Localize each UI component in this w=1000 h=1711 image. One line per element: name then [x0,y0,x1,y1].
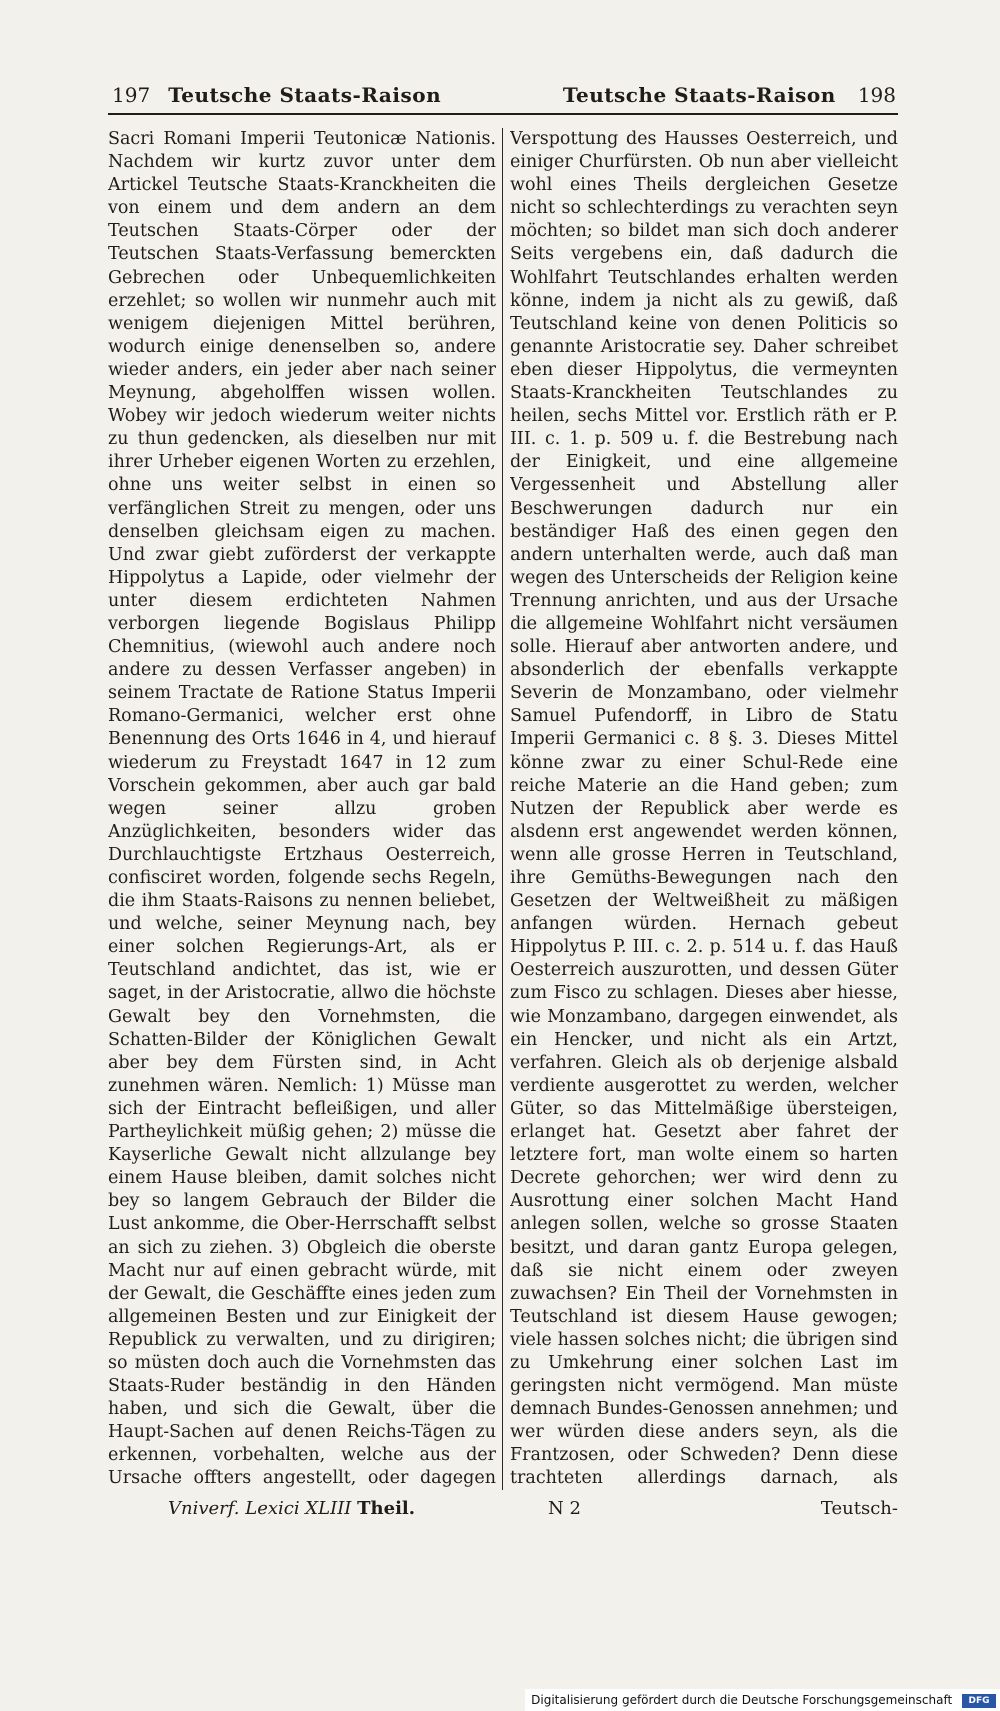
left-running-header [112,78,441,112]
signature-text: Vniverf. Lexici XLIII [168,1498,352,1519]
left-page-number: 197 [112,83,151,107]
book-spread [108,78,898,1598]
left-column-text: Sacri Romani Imperii Teutonicæ Nationis. Nachdem wir kurtz zuvor unter dem Artickel Teutsche Staats-Kranckheiten die von einem und dem andern an dem Teutschen Staats-Cörper oder der Teutschen Staats-Verfassung bemerckten Gebrechen oder Unbequemlichkeiten erzehlet; so wollen wir nunmehr auch mit wenigem diejenigen Mittel berühren, wodurch einige denenselben so, andere wieder anders, ein jeder aber nach seiner Meynung, abgeholffen wissen wollen. Wobey wir jedoch wiederum weiter nichts zu thun gedencken, als dieselben nur mit ihrer Urheber eigenen Worten zu erzehlen, ohne uns weiter selbst in einen so verfänglichen Streit zu mengen, oder uns denselben gleichsam eigen zu machen. Und zwar giebt zuförderst der verkappte Hippolytus a Lapide, oder vielmehr der unter diesem erdichteten Nahmen verborgen liegende Bogislaus Philipp Chemnitius, (wiewohl auch andere noch andere zu dessen Verfasser angeben) in seinem Tractate de Ratione Status Imperii Romano-Germanici, welcher erst ohne Benennung des Orts 1646 in 4, und hierauf wiederum zu Freystadt 1647 in 12 zum Vorschein gekommen, aber auch gar bald wegen seiner allzu groben Anzüglichkeiten, besonders wider das Durchlauchtigste Ertzhaus Oesterreich, confisciret worden, folgende sechs Regeln, die ihm Staats-Raisons zu nennen beliebet, und welche, seiner Meynung nach, bey einer solchen Regierungs-Art, als er Teutschland andichtet, das ist, wie er saget, in der Aristocratie, allwo die höchste Gewalt bey den Vornehmsten, die Schatten-Bilder der Königlichen Gewalt aber bey dem Fürsten sind, in Acht zunehmen wären. Nemlich: 1) Müsse man sich der Eintracht befleißigen, und aller Partheylichkeit müßig gehen; 2) müsse die Kayserliche Gewalt nicht allzulange bey einem Hause bleiben, damit solches nicht bey so langem Gebrauch der Bilder die Lust ankomme, die Ober-Herrschafft selbst an sich zu ziehen. 3) Obgleich die oberste Macht nur auf einen gebracht würde, mit der Gewalt, die Geschäffte eines jeden zum allgemeinen Besten und zur Einigkeit der Republick zu verwalten, und zu dirigiren; so müsten doch auch die Vornehmsten das Staats-Ruder beständig in den Händen haben, und sich die Gewalt, über die Haupt-Sachen auf denen Reichs-Tägen zu erkennen, vorbehalten, welche aus der Ursache offters angestellt, oder dagegen [108,129,496,1489]
funding-credit-text: Digitalisierung gefördert durch die Deutsche Forschungsgemeinschaft [531,1693,953,1707]
right-running-title: Teutsche Staats-Raison [562,83,836,107]
left-text-column [108,128,496,1493]
funding-credit-bar [525,1689,1000,1711]
right-column-text: Verspottung des Hausses Oesterreich, und einiger Churfürsten. Ob nun aber vielleicht wohl eines Theils dergleichen Gesetze nicht so schlechterdings zu verachten seyn möchten; so bildet man sich doch anderer Seits vergebens ein, daß dadurch die Wohlfahrt Teutschlandes erhalten werden könne, indem ja nicht als zu gewiß, daß Teutschland keine von denen Politicis so genannte Aristocratie sey. Daher schreibet eben dieser Hippolytus, die vermeynten Staats-Kranckheiten Teutschlandes zu heilen, sechs Mittel vor. Erstlich räth er P. III. c. 1. p. 509 u. f. die Bestrebung nach der Einigkeit, und eine allgemeine Vergessenheit und Abstellung aller Beschwerungen dadurch nur ein beständiger Haß des einen gegen den andern unterhalten werde, auch daß man wegen des Unterscheids der Religion keine Trennung anrichten, und aus der Ursache die allgemeine Wohlfahrt nicht versäumen solle. Hierauf aber antworten andere, und absonderlich der ebenfalls verkappte Severin de Monzambano, oder vielmehr Samuel Pufendorff, in Libro de Statu Imperii Germanici c. 8 §. 3. Dieses Mittel könne zwar zu einer Schul-Rede eine reiche Materie an die Hand geben; zum Nutzen der Republick aber werde es alsdenn erst angewendet werden können, wenn alle grosse Herren in Teutschland, ihre Gemüths-Bewegungen nach den Gesetzen der Weltweißheit zu mäßigen anfangen würden. Hernach gebeut Hippolytus P. III. c. 2. p. 514 u. f. das Hauß Oesterreich auszurotten, und dessen Güter zum Fisco zu schlagen. Dieses aber hiesse, wie Monzambano, dargegen einwendet, als ein Hencker, und nicht als ein Artzt, verfahren. Gleich als ob derjenige alsbald verdiente ausgerottet zu werden, welcher Güter, so das Mittelmäßige übersteigen, erlanget hat. Gesetzt aber fahret der letztere fort, man wolte einem so harten Decrete gehorchen; wer wird denn zu Ausrottung einer solchen Macht Hand anlegen sollen, welche so grosse Staaten besitzt, und daran gantz Europa gelegen, daß sie nicht einem oder zweyen zuwachsen? Ein Theil der Vornehmsten in Teutschland ist diesem Hause gewogen; viele hassen solches nicht; die übrigen sind zu Umkehrung einer solchen Last im geringsten nicht vermögend. Man müste demnach Bundes-Genossen annehmen; und wer würden diese anders seyn, als die Frantzosen, oder Schweden? Denn diese trachteten allerdings darnach, als [510,129,898,1489]
right-running-header [563,78,896,112]
catchword: Teutsch- [820,1498,898,1519]
right-text-column [510,128,898,1493]
quire-mark: N 2 [548,1498,581,1519]
dfg-logo-icon: DFG [962,1694,996,1708]
column-divider [502,128,503,1490]
signature-line [168,1498,415,1519]
signature-bold-word: Theil. [357,1498,416,1519]
header-rule [108,113,898,115]
right-page-number: 198 [857,83,896,107]
left-running-title: Teutsche Staats-Raison [168,83,442,107]
